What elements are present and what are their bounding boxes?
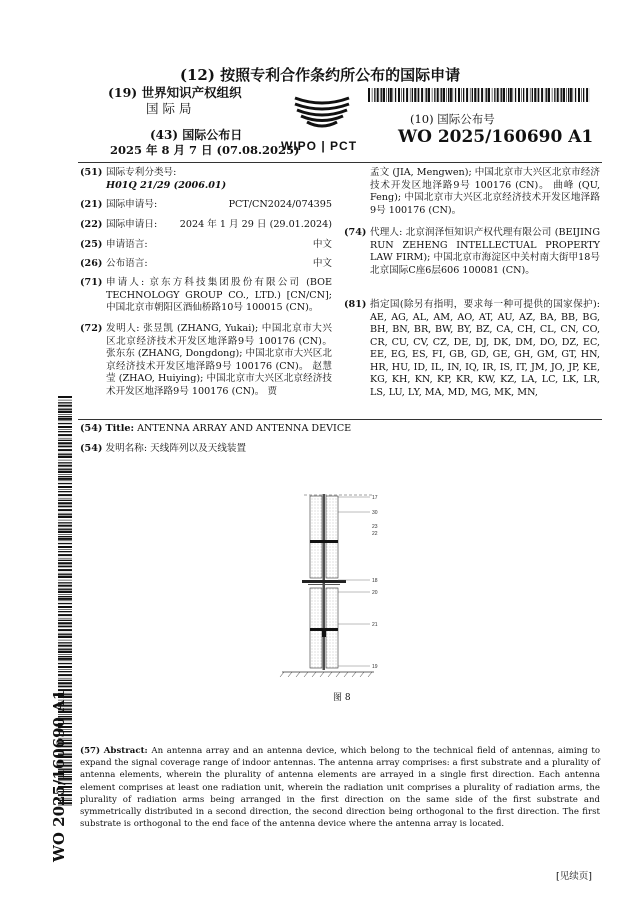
continued-note: [见续页] [556,871,592,882]
title-english: (54) Title: ANTENNA ARRAY AND ANTENNA DEVICE [80,423,352,434]
figure-label: 20 [372,590,378,596]
abstract: (57) Abstract: An antenna array and an antenna device, which belong to the technical field of antennas, aiming to expand the signal coverage range of indoor antennas. The antenna array comprises: a first substrate and a plurality of antenna elements, wherein the plurality of antenna elements are arrayed in a single first direction. Each antenna element comprises at least one radiation unit, wherein the radiation unit comprises a plurality of radiation arms, the plurality of radiation arms being arranged in the first direction on the same side of the first substrate and symmetrically distributed in a second direction, the second direction being orthogonal to the first direction. The first substrate is orthogonal to the end face of the antenna device where the antenna array is located. [80,746,600,830]
publication-number-label: (10) 国际公布号 [410,112,495,126]
organization-block [108,85,242,117]
figure-label: 21 [372,622,378,628]
org-sub: 国 际 局 [146,101,192,116]
figure-label: 23 [372,524,378,530]
publication-date: 2025 年 8 月 7 日 (07.08.2025) [110,143,300,157]
org-name: 世界知识产权组织 [141,85,242,100]
org-code: (19) [108,85,138,100]
header-divider [78,162,602,163]
figure-label: 30 [372,510,378,516]
publication-date-label: (43) 国际公布日 [150,128,243,142]
antenna-figure [278,492,378,678]
figure-label: 18 [372,578,378,584]
document-title: (12) 按照专利合作条约所公布的国际申请 [179,66,461,84]
figure-label: 17 [372,495,378,501]
figure-label: 22 [372,531,378,537]
figure-caption: 图 8 [333,693,351,703]
barcode-icon [368,88,590,102]
title-chinese: (54) 发明名称: 天线阵列以及天线装置 [80,443,247,454]
bib-divider [78,419,602,420]
wipo-pct-logo-text: WIPO | PCT [281,139,358,153]
figure-label: 19 [372,664,378,670]
wipo-logo-icon [287,92,357,134]
side-publication-number: WO 2025/160690 A1 [50,689,68,862]
publication-number: WO 2025/160690 A1 [398,127,594,147]
